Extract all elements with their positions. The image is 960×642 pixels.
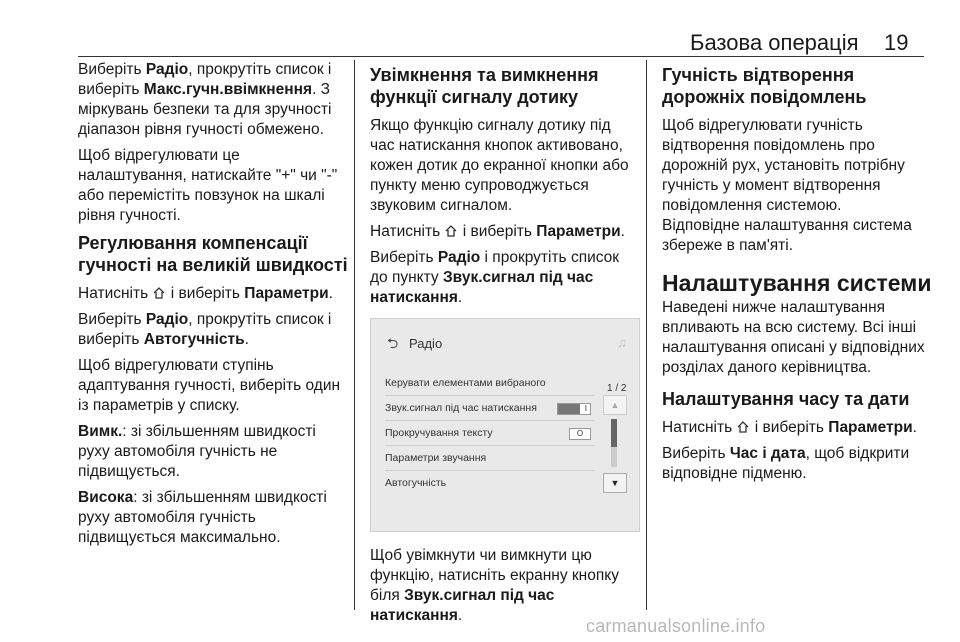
paragraph: Виберіть Радіо, прокрутіть список і виберіть Автогучність. xyxy=(78,311,332,348)
touch-beep-toggle[interactable]: I xyxy=(557,403,591,415)
settings-list xyxy=(385,371,595,495)
watermark: carmanualsonline.info xyxy=(586,616,766,636)
column-divider-2 xyxy=(646,60,647,610)
page-header xyxy=(0,0,960,55)
list-item[interactable]: Параметри звучання xyxy=(385,446,595,471)
section-heading: Налаштування часу та дати xyxy=(662,389,910,409)
paragraph: Щоб увімкнути чи вимкнути цю функцію, натисніть екранну кнопку біля Звук.сигнал під час натискання. xyxy=(370,547,619,624)
radio-settings-screenshot xyxy=(370,318,640,532)
list-item[interactable]: Автогучність xyxy=(385,477,447,489)
section-heading: Увімкнення та вимкнення функції сигналу дотику xyxy=(370,65,599,107)
back-arrow-icon[interactable]: ⮌ xyxy=(387,335,399,351)
paragraph: Наведені нижче налаштування впливають на всю систему. Всі інші налаштування описані у відповідних розділах даного керівництва. xyxy=(662,299,925,376)
paragraph: Відповідне налаштування система збереже в пам'яті. xyxy=(662,217,912,254)
paragraph: Вимк.: зі збільшенням швидкості руху автомобіля гучність не підвищується. xyxy=(78,423,316,480)
home-icon xyxy=(736,420,750,434)
paragraph: Натисніть і виберіть Параметри. xyxy=(370,223,625,240)
paragraph: Щоб відрегулювати ступінь адаптування гучності, виберіть один із параметрів у списку. xyxy=(78,357,341,414)
section-heading-large: Налаштування системи xyxy=(662,270,932,296)
home-icon xyxy=(444,224,458,238)
paragraph: Висока: зі збільшенням швидкості руху автомобіля гучність підвищується максимально. xyxy=(78,489,327,546)
home-icon xyxy=(152,286,166,300)
paragraph: Виберіть Час і дата, щоб відкрити відповідне підменю. xyxy=(662,445,910,482)
header-divider xyxy=(78,56,924,57)
paragraph: Виберіть Радіо, прокрутіть список і виберіть Макс.гучн.ввімкнення. З міркувань безпеки та для зручності діапазон рівня гучності обмежено. xyxy=(78,61,332,138)
section-title: Базова операція xyxy=(690,30,859,55)
scroll-down-icon[interactable]: ▼ xyxy=(603,473,627,493)
screen-title-bar xyxy=(379,333,631,353)
scrollbar-thumb[interactable] xyxy=(611,419,617,447)
paragraph: Натисніть і виберіть Параметри. xyxy=(662,419,917,436)
list-item[interactable]: Звук.сигнал під час натискання I xyxy=(385,396,595,421)
music-note-icon: ♫ xyxy=(617,335,627,350)
scroll-up-icon[interactable]: ▲ xyxy=(603,395,627,415)
screen-title: Радіо xyxy=(409,336,443,351)
list-item[interactable]: Прокручування тексту O xyxy=(385,421,595,446)
page-number: 19 xyxy=(884,30,909,55)
column-3 xyxy=(662,60,932,490)
section-heading: Регулювання компенсації гучності на великій швидкості xyxy=(78,233,348,275)
section-heading: Гучність відтворення дорожніх повідомлень xyxy=(662,65,867,107)
column-divider-1 xyxy=(354,60,355,610)
paragraph: Щоб відрегулювати гучність відтворення повідомлень про дорожній рух, установіть потрібну гучність у момент відтворення повідомлення системою. xyxy=(662,117,905,214)
paragraph: Щоб відрегулювати це налаштування, натискайте "+" чи "-" або перемістіть повзунок на шкалі рівня гучності. xyxy=(78,147,338,224)
list-item[interactable]: Керувати елементами вибраного xyxy=(385,371,595,396)
text-scroll-toggle[interactable]: O xyxy=(569,428,591,440)
page-indicator: 1 / 2 xyxy=(607,383,627,394)
paragraph: Натисніть і виберіть Параметри. xyxy=(78,285,333,302)
column-2 xyxy=(370,60,638,632)
paragraph: Якщо функцію сигналу дотику під час натискання кнопок активовано, кожен дотик до екранної кнопки або пункту меню супроводжується звуковим сигналом. xyxy=(370,117,629,214)
paragraph: Виберіть Радіо і прокрутіть список до пункту Звук.сигнал під час натискання. xyxy=(370,249,620,306)
column-1 xyxy=(78,60,350,554)
